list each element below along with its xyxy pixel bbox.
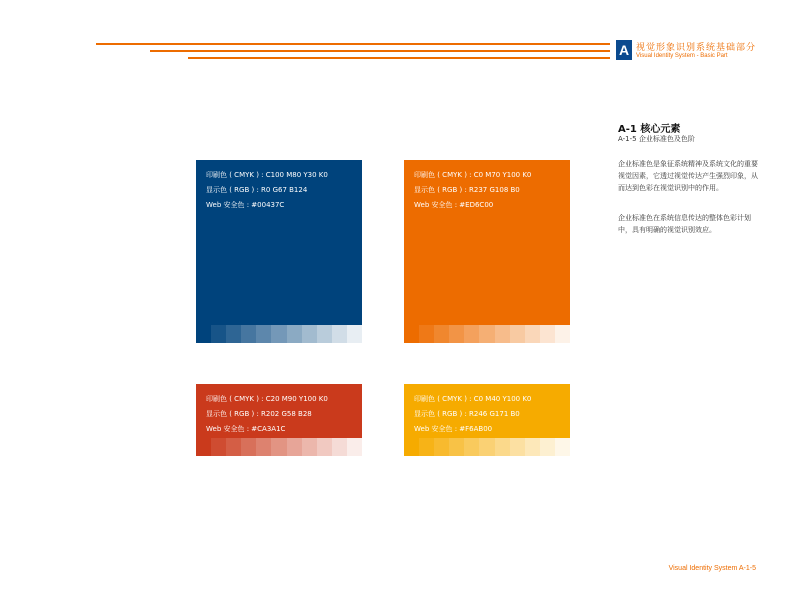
tint-step [510, 325, 525, 343]
color-card-orange [404, 160, 570, 343]
header-rule-2 [150, 50, 610, 52]
tint-step [256, 438, 271, 456]
tint-step [540, 325, 555, 343]
color-info [414, 392, 531, 437]
tint-step [226, 325, 241, 343]
tint-step [302, 325, 317, 343]
tint-step [317, 325, 332, 343]
tint-step [449, 438, 464, 456]
tint-step [332, 325, 347, 343]
header-rule-1 [96, 43, 610, 45]
tint-step [434, 325, 449, 343]
web-color-label: Web 安全色 : #ED6C00 [414, 201, 494, 209]
tint-step [332, 438, 347, 456]
color-info [206, 392, 328, 437]
tint-step [271, 438, 286, 456]
tint-step [449, 325, 464, 343]
web-color-label: Web 安全色 : #00437C [206, 201, 285, 209]
screen-color-label: 显示色 ( RGB ) : R237 G108 B0 [414, 186, 520, 194]
tint-step [525, 438, 540, 456]
tint-step [434, 438, 449, 456]
tint-step [256, 325, 271, 343]
screen-color-label: 显示色 ( RGB ) : R202 G58 B28 [206, 410, 312, 418]
description-paragraph-1: 企业标准色是象征系统精神及系统文化的重要视觉因素，它透过视觉传达产生强烈印象，从而达到色彩在视觉识别中的作用。 [618, 160, 758, 192]
tint-step [555, 325, 570, 343]
logo-a-icon: A [616, 40, 632, 60]
tint-step [287, 438, 302, 456]
color-info [414, 168, 531, 213]
tint-step [479, 438, 494, 456]
tint-step [419, 438, 434, 456]
tint-step [555, 438, 570, 456]
tint-step [495, 325, 510, 343]
tint-step [317, 438, 332, 456]
tint-step [495, 438, 510, 456]
section-subtitle: A-1-5 企业标准色及色阶 [618, 135, 695, 143]
color-info [206, 168, 328, 213]
tint-step [287, 325, 302, 343]
tint-step [464, 438, 479, 456]
tint-strip [404, 438, 570, 456]
tint-step [196, 438, 211, 456]
tint-step [464, 325, 479, 343]
print-color-label: 印刷色 ( CMYK ) : C100 M80 Y30 K0 [206, 171, 328, 179]
screen-color-label: 显示色 ( RGB ) : R246 G171 B0 [414, 410, 520, 418]
tint-step [540, 438, 555, 456]
tint-step [347, 438, 362, 456]
tint-step [419, 325, 434, 343]
tint-strip [404, 325, 570, 343]
header-rule-3 [188, 57, 610, 59]
tint-step [211, 325, 226, 343]
print-color-label: 印刷色 ( CMYK ) : C20 M90 Y100 K0 [206, 395, 328, 403]
tint-strip [196, 438, 362, 456]
footer-page-label: Visual Identity System A-1-5 [668, 565, 756, 572]
tint-step [404, 438, 419, 456]
print-color-label: 印刷色 ( CMYK ) : C0 M40 Y100 K0 [414, 395, 532, 403]
tint-step [271, 325, 286, 343]
description-paragraph-2: 企业标准色在系统信息传达的整体色彩计划中，具有明确的视觉识别效应。 [618, 214, 751, 234]
header-title-en: Visual Identity System - Basic Part [636, 53, 728, 59]
section-title: A-1 核心元素 [618, 124, 681, 135]
screen-color-label: 显示色 ( RGB ) : R0 G67 B124 [206, 186, 308, 194]
web-color-label: Web 安全色 : #CA3A1C [206, 425, 286, 433]
tint-step [241, 438, 256, 456]
tint-step [196, 325, 211, 343]
tint-step [302, 438, 317, 456]
tint-step [211, 438, 226, 456]
tint-step [226, 438, 241, 456]
tint-step [525, 325, 540, 343]
color-card-blue [196, 160, 362, 343]
tint-step [510, 438, 525, 456]
print-color-label: 印刷色 ( CMYK ) : C0 M70 Y100 K0 [414, 171, 532, 179]
web-color-label: Web 安全色 : #F6AB00 [414, 425, 493, 433]
color-card-red [196, 384, 362, 456]
header-title-cn: 视觉形象识别系统基础部分 [636, 43, 757, 53]
tint-step [241, 325, 256, 343]
tint-step [404, 325, 419, 343]
color-card-yellow [404, 384, 570, 456]
tint-step [347, 325, 362, 343]
tint-step [479, 325, 494, 343]
tint-strip [196, 325, 362, 343]
